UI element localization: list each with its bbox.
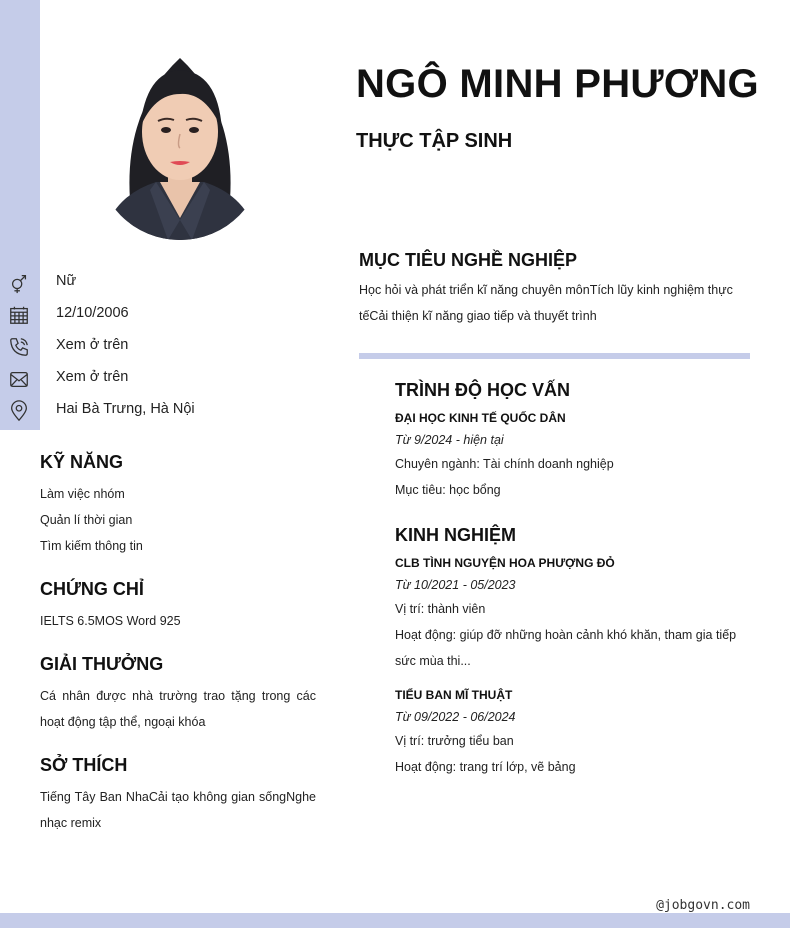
info-phone bbox=[0, 332, 330, 364]
education-period: Từ 9/2024 - hiện tại bbox=[395, 433, 504, 447]
hobbies-title: SỞ THÍCH bbox=[40, 755, 128, 775]
contact-info-list bbox=[0, 268, 330, 428]
section-divider bbox=[359, 353, 750, 359]
experience-section bbox=[395, 525, 755, 780]
skills-section bbox=[40, 452, 316, 559]
left-column bbox=[40, 452, 316, 856]
experience-org: TIỂU BAN MĨ THUẬT bbox=[395, 688, 513, 702]
hobbies-section bbox=[40, 755, 316, 836]
experience-item bbox=[395, 552, 755, 674]
skill-item: Tìm kiếm thông tin bbox=[40, 539, 143, 553]
candidate-name: NGÔ MINH PHƯƠNG bbox=[356, 62, 759, 106]
right-column bbox=[395, 380, 755, 780]
objective-title: MỤC TIÊU NGHỀ NGHIỆP bbox=[359, 250, 578, 270]
info-birthday bbox=[0, 300, 330, 332]
info-address bbox=[0, 396, 330, 428]
education-goal: Mục tiêu: học bổng bbox=[395, 483, 501, 497]
education-major: Chuyên ngành: Tài chính doanh nghiệp bbox=[395, 457, 614, 471]
gender-text: Nữ bbox=[56, 273, 77, 289]
experience-item bbox=[395, 684, 755, 780]
experience-activity: Hoạt động: trang trí lớp, vẽ bảng bbox=[395, 760, 576, 774]
info-email bbox=[0, 364, 330, 396]
experience-role: Vị trí: trưởng tiểu ban bbox=[395, 734, 514, 748]
skill-item: Làm việc nhóm bbox=[40, 487, 125, 501]
bottom-accent-bar bbox=[0, 913, 790, 928]
experience-period: Từ 10/2021 - 05/2023 bbox=[395, 578, 516, 592]
experience-activity: Hoạt động: giúp đỡ những hoàn cảnh khó khăn, tham gia tiếp sức mùa thi... bbox=[395, 628, 737, 668]
mail-icon bbox=[8, 368, 30, 390]
certificates-title: CHỨNG CHỈ bbox=[40, 579, 144, 599]
phone-text: Xem ở trên bbox=[56, 337, 129, 353]
experience-role: Vị trí: thành viên bbox=[395, 602, 486, 616]
awards-text: Cá nhân được nhà trường trao tặng trong các hoạt động tập thể, ngoại khóa bbox=[40, 689, 316, 729]
job-title: THỰC TẬP SINH bbox=[356, 130, 513, 152]
experience-org: CLB TÌNH NGUYỆN HOA PHƯỢNG ĐỎ bbox=[395, 556, 615, 570]
phone-icon bbox=[8, 336, 30, 358]
objective-section bbox=[359, 250, 751, 329]
skills-title: KỸ NĂNG bbox=[40, 452, 124, 472]
education-section bbox=[395, 380, 755, 503]
profile-photo bbox=[96, 50, 264, 240]
awards-title: GIẢI THƯỞNG bbox=[40, 654, 164, 674]
info-gender bbox=[0, 268, 330, 300]
hobbies-text: Tiếng Tây Ban NhaCải tạo không gian sốngNghe nhạc remix bbox=[40, 790, 316, 830]
calendar-icon bbox=[8, 304, 30, 326]
gender-icon bbox=[8, 272, 30, 294]
skill-item: Quản lí thời gian bbox=[40, 513, 133, 527]
education-title: TRÌNH ĐỘ HỌC VẤN bbox=[395, 380, 570, 400]
location-icon bbox=[8, 400, 30, 422]
certificates-section bbox=[40, 579, 316, 634]
portrait-illustration bbox=[96, 50, 264, 240]
experience-title: KINH NGHIỆM bbox=[395, 525, 516, 545]
awards-section bbox=[40, 654, 316, 735]
source-watermark: @jobgovn.com bbox=[656, 898, 750, 913]
email-text: Xem ở trên bbox=[56, 369, 129, 385]
certificates-text: IELTS 6.5MOS Word 925 bbox=[40, 614, 181, 628]
school-name: ĐẠI HỌC KINH TẾ QUỐC DÂN bbox=[395, 411, 566, 425]
address-text: Hai Bà Trưng, Hà Nội bbox=[56, 401, 195, 417]
objective-text: Học hỏi và phát triển kĩ năng chuyên mônTích lũy kinh nghiệm thực tếCải thiện kĩ năng giao tiếp và thuyết trình bbox=[359, 283, 733, 323]
experience-period: Từ 09/2022 - 06/2024 bbox=[395, 710, 516, 724]
birthday-text: 12/10/2006 bbox=[56, 305, 129, 321]
